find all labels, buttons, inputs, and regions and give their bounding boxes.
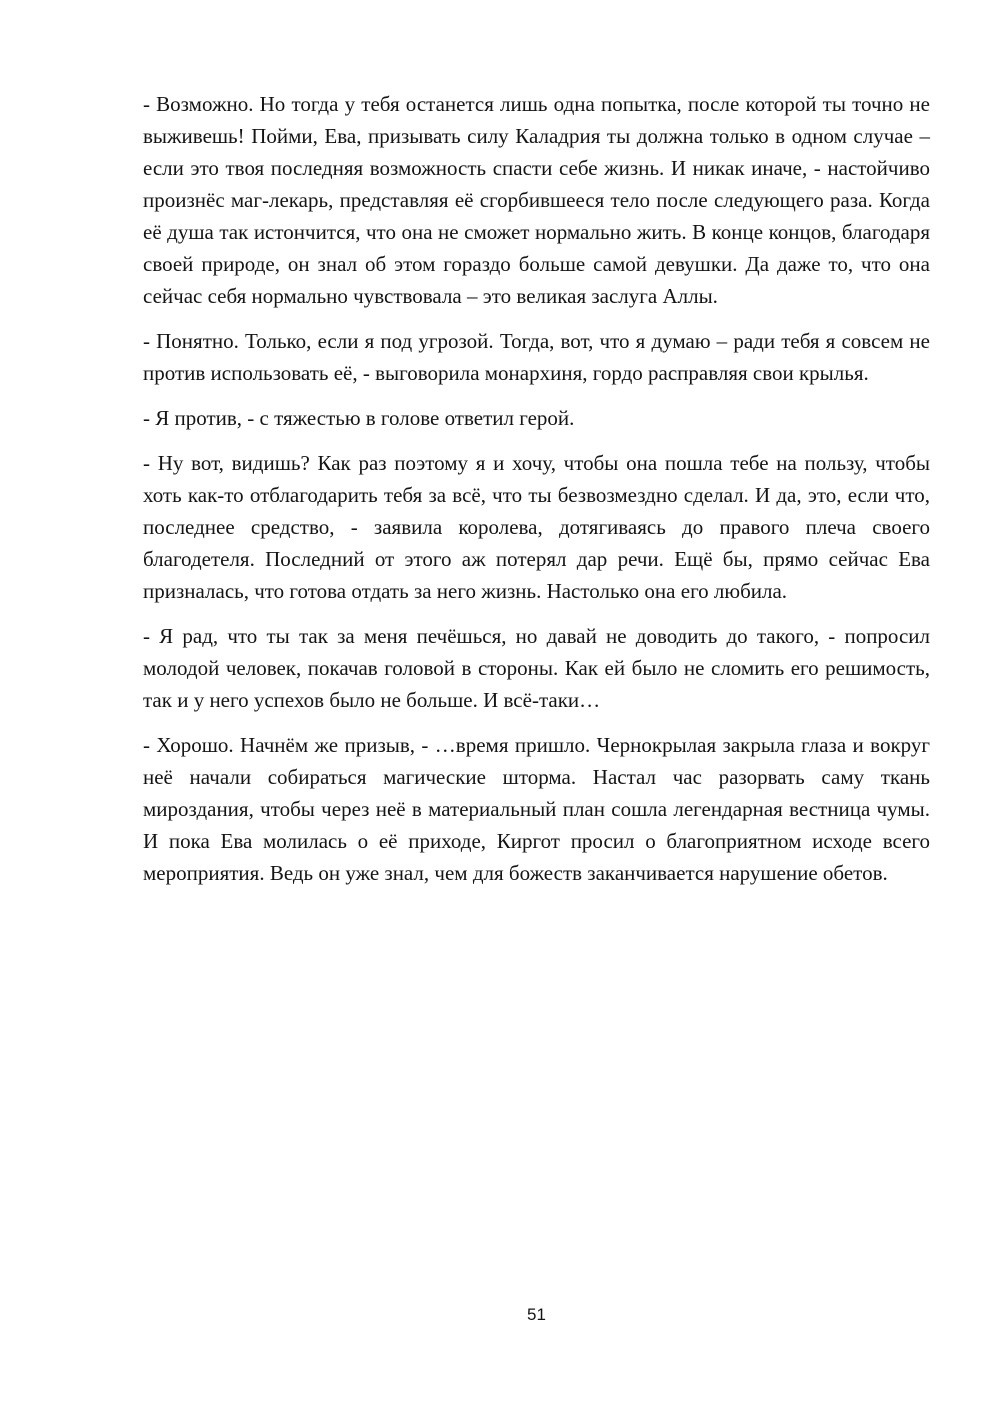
paragraph-1: - Возможно. Но тогда у тебя останется лишь одна попытка, после которой ты точно не выживешь! Пойми, Ева, призывать силу Каладрия ты должна только в одном случае – если это твоя последняя возможность спасти себе жизнь. И никак иначе, - настойчиво произнёс маг-лекарь, представляя её сгорбившееся тело после следующего раза. Когда её душа так истончится, что она не сможет нормально жить. В конце концов, благодаря своей природе, он знал об этом гораздо больше самой девушки. Да даже то, что она сейчас себя нормально чувствовала – это великая заслуга Аллы.: [143, 92, 930, 308]
paragraph-4: - Ну вот, видишь? Как раз поэтому я и хочу, чтобы она пошла тебе на пользу, чтобы хоть как-то отблагодарить тебя за всё, что ты безвозмездно сделал. И да, это, если что, последнее средство, - заявила королева, дотягиваясь до правого плеча своего благодетеля. Последний от этого аж потерял дар речи. Ещё бы, прямо сейчас Ева призналась, что готова отдать за него жизнь. Настолько она его любила.: [143, 451, 930, 603]
paragraph-3: - Я против, - с тяжестью в голове ответил герой.: [143, 406, 575, 430]
page-number: 51: [527, 1305, 546, 1324]
text-content: [143, 88, 930, 902]
paragraph-2: - Понятно. Только, если я под угрозой. Тогда, вот, что я думаю – ради тебя я совсем не против использовать её, - выговорила монархиня, гордо расправляя свои крылья.: [143, 329, 930, 385]
paragraph-5: - Я рад, что ты так за меня печёшься, но давай не доводить до такого, - попросил молодой человек, покачав головой в стороны. Как ей было не сломить его решимость, так и у него успехов было не больше. И всё-таки…: [143, 624, 930, 712]
paragraph-6: - Хорошо. Начнём же призыв, - …время пришло. Чернокрылая закрыла глаза и вокруг неё начали собираться магические шторма. Настал час разорвать саму ткань мироздания, чтобы через неё в материальный план сошла легендарная вестница чумы. И пока Ева молилась о её приходе, Киргот просил о благоприятном исходе всего мероприятия. Ведь он уже знал, чем для божеств заканчивается нарушение обетов.: [143, 733, 930, 885]
